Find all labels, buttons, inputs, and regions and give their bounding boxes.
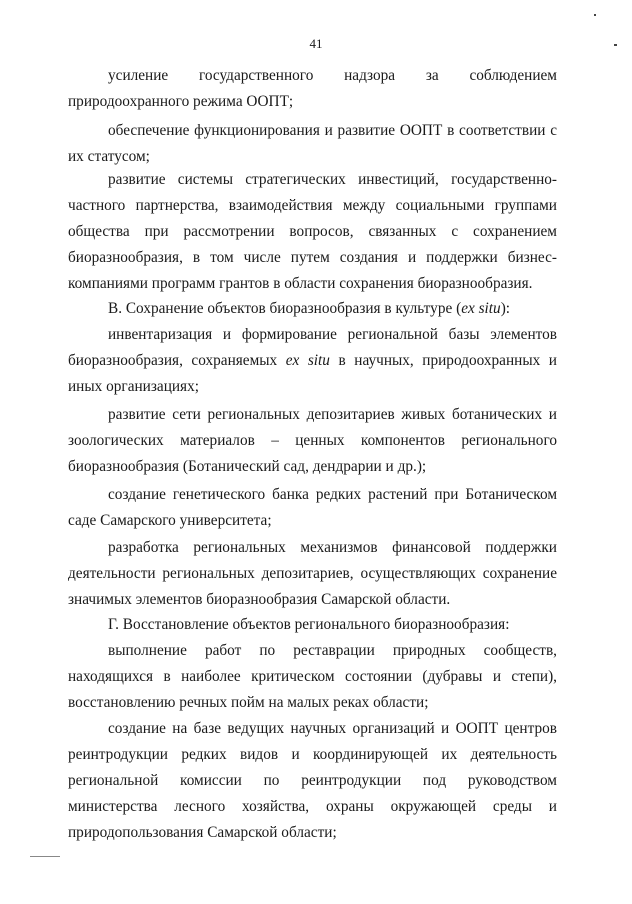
page-number: 41 <box>309 36 323 51</box>
paragraph-3: развитие системы стратегических инвестиций, государственно-частного партнерства, взаимодействия между социальными группами общества при рассмотрении вопросов, связанных с сохранением биоразнообразия, в том числе путем создания и поддержки бизнес-компаниями программ грантов в области сохранения биоразнообразия. <box>68 171 557 292</box>
paragraph-4-ex-situ: ex situ <box>285 352 330 369</box>
paragraph-5: развитие сети региональных депозитариев живых ботанических и зоологических материалов – ценных компонентов регионального биоразнообразия (Ботанический сад, дендрарии и др.); <box>68 406 557 475</box>
paragraph-4-tail: в научных, природоохранных и иных организациях; <box>68 352 557 395</box>
scan-speck <box>614 44 617 46</box>
section-v-text: В. Сохранение объектов биоразнообразия в культуре ( <box>108 300 462 317</box>
paragraph-4 <box>68 322 557 400</box>
paragraph-1: усиление государственного надзора за соблюдением природоохранного режима ООПТ; <box>68 67 557 110</box>
scan-speck <box>594 14 596 16</box>
paragraph-6: создание генетического банка редких растений при Ботаническом саде Самарского университета; <box>68 486 557 529</box>
scan-speck <box>30 856 60 857</box>
section-heading-g: Г. Восстановление объектов регионального биоразнообразия: <box>108 616 510 633</box>
section-heading-v <box>68 296 557 322</box>
paragraph-4-text: инвентаризация и формирование региональной базы элементов биоразнообразия, сохраняемых <box>68 326 557 369</box>
paragraph-2: обеспечение функционирования и развитие ООПТ в соответствии с их статусом; <box>68 122 557 165</box>
section-v-tail: ): <box>500 300 511 317</box>
section-v-ex-situ: ex situ <box>461 300 501 317</box>
paragraph-8: выполнение работ по реставрации природных сообществ, находящихся в наиболее критическом состоянии (дубравы и степи), восстановлению речных пойм на малых реках области; <box>68 642 557 711</box>
paragraph-9: создание на базе ведущих научных организаций и ООПТ центров реинтродукции редких видов и координирующей их деятельность региональной комиссии по реинтродукции под руководством министерства лесного хозяйства, охраны окружающей среды и природопользования Самарской области; <box>68 720 557 841</box>
paragraph-7: разработка региональных механизмов финансовой поддержки деятельности региональных депозитариев, осуществляющих сохранение значимых элементов биоразнообразия Самарской области. <box>68 539 557 608</box>
